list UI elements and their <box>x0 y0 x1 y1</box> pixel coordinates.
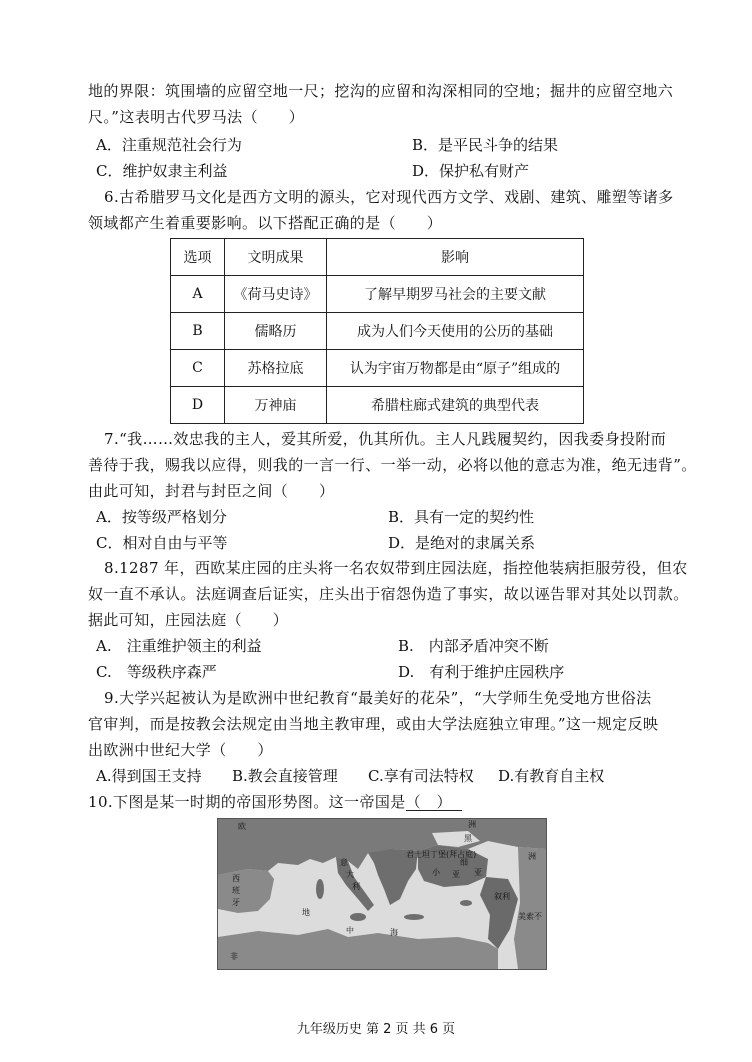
map-label: 地 <box>302 908 310 917</box>
map-label: 亚 <box>474 868 482 877</box>
q9-option-b[interactable]: B.教会直接管理 <box>232 767 338 785</box>
iberia-landmass <box>218 869 274 913</box>
table-cell: 希腊柱廊式建筑的典型代表 <box>327 387 584 424</box>
q8-option-d[interactable]: D. 有利于维护庄园秩序 <box>398 663 565 681</box>
q7-text-line3: 由此可知，封君与封臣之间（ ） <box>88 482 335 500</box>
q5-option-b[interactable]: B．是平民斗争的结果 <box>412 136 559 154</box>
levant-landmass <box>480 877 518 949</box>
map-label: 大 <box>346 870 354 879</box>
map-label: 亚 <box>452 870 460 879</box>
q8-option-a[interactable]: A. 注重维护领主的利益 <box>96 637 262 655</box>
map-label: 利 <box>352 882 360 891</box>
map-label: 意 <box>340 858 348 867</box>
map-label: 黑 <box>464 834 472 843</box>
q6-table <box>170 238 584 424</box>
table-cell: 万神庙 <box>225 387 327 424</box>
table-cell: 了解早期罗马社会的主要文献 <box>327 276 584 313</box>
q7-text-line1: 7.“我……效忠我的主人，爱其所爱，仇其所仇。主人凡践履契约，因我委身投附而 <box>104 430 667 448</box>
q8-option-c[interactable]: C. 等级秩序森严 <box>96 663 217 681</box>
q7-option-b[interactable]: B．具有一定的契约性 <box>388 508 535 526</box>
table-header-cell: 选项 <box>171 239 225 276</box>
q9-option-d[interactable]: D.有教育自主权 <box>498 767 605 785</box>
q5-option-d[interactable]: D．保护私有财产 <box>412 162 530 180</box>
page-footer: 九年级历史 第 2 页 共 6 页 <box>296 1022 456 1037</box>
map-label: 叙利 <box>494 892 510 901</box>
map-label: 君士坦丁堡(拜占庭) <box>406 850 477 859</box>
q8-text-line3: 据此可知，庄园法庭（ ） <box>88 611 289 629</box>
q6-text-line1: 6.古希腊罗马文化是西方文明的源头，它对现代西方文学、戏剧、建筑、雕塑等诸多 <box>104 188 674 206</box>
q10-text-line1: 10.下图是某一时期的帝国形势图。这一帝国是（ ） <box>88 793 452 811</box>
q5-text-line2: 尺。”这表明古代罗马法（ ） <box>88 108 305 126</box>
cyprus-island <box>460 900 472 906</box>
map-label: 班 <box>232 886 240 895</box>
table-cell: 成为人们今天使用的公历的基础 <box>327 313 584 350</box>
table-cell: 苏格拉底 <box>225 350 327 387</box>
sicily-island <box>350 913 366 921</box>
q9-text-line3: 出欧洲中世纪大学（ ） <box>88 741 273 759</box>
map-label: 美索不 <box>518 912 542 921</box>
crete-island <box>404 914 424 920</box>
map-label: 牙 <box>232 898 240 907</box>
east-landmass <box>514 847 546 969</box>
q9-option-c[interactable]: C.享有司法特权 <box>368 767 474 785</box>
table-row <box>171 350 584 387</box>
q7-text-line2: 善待于我，赐我以应得，则我的一言一行、一举一动，必将以他的意志为准，绝无违背”。 <box>88 456 697 474</box>
table-cell: B <box>171 313 225 350</box>
table-row <box>171 313 584 350</box>
q9-text-line2: 官审判，而是按教会法规定由当地主教审理，或由大学法庭独立审理。”这一规定反映 <box>88 715 659 733</box>
q5-text-line1: 地的界限：筑围墙的应留空地一尺；挖沟的应留和沟深相同的空地；掘井的应留空地六 <box>88 82 674 100</box>
sardinia-island <box>316 879 324 899</box>
map-label: 洲 <box>528 852 536 861</box>
map-label: 西 <box>232 874 240 883</box>
map-label: 海 <box>390 928 398 937</box>
q7-option-c[interactable]: C．相对自由与平等 <box>96 534 228 552</box>
q5-option-a[interactable]: A．注重规范社会行为 <box>96 136 242 154</box>
map-label: 洲 <box>468 820 476 829</box>
q8-text-line1: 8.1287 年，西欧某庄园的庄头将一名农奴带到庄园法庭，指控他装病拒服劳役，但农 <box>104 559 688 577</box>
table-header-row <box>171 239 584 276</box>
q5-option-c[interactable]: C．维护奴隶主利益 <box>96 162 228 180</box>
map-label: 欧 <box>238 822 246 831</box>
africa-landmass <box>218 929 498 969</box>
empire-map <box>217 818 547 970</box>
table-header-cell: 影响 <box>327 239 584 276</box>
map-label: 细 <box>460 858 468 867</box>
answer-underline <box>406 810 462 811</box>
map-label: 小 <box>432 868 440 877</box>
table-cell: A <box>171 276 225 313</box>
map-label: 中 <box>346 926 354 935</box>
q8-text-line2: 奴一直不承认。法庭调查后证实，庄头出于宿怨伪造了事实，故以诬告罪对其处以罚款。 <box>88 585 689 603</box>
table-cell: 认为宇宙万物都是由“原子”组成的 <box>327 350 584 387</box>
table-cell: 儒略历 <box>225 313 327 350</box>
q8-option-b[interactable]: B. 内部矛盾冲突不断 <box>398 637 549 655</box>
map-graphic <box>218 819 546 969</box>
table-cell: 《荷马史诗》 <box>225 276 327 313</box>
map-label: 非 <box>230 952 238 961</box>
q7-option-d[interactable]: D．是绝对的隶属关系 <box>388 534 536 552</box>
q9-text-line1: 9.大学兴起被认为是欧洲中世纪教育“最美好的花朵”，“大学师生免受地方世俗法 <box>104 689 652 707</box>
q6-text-line2: 领域都产生着重要影响。以下搭配正确的是（ ） <box>88 214 443 232</box>
table-cell: D <box>171 387 225 424</box>
table-row <box>171 276 584 313</box>
q9-option-a[interactable]: A.得到国王支持 <box>96 767 202 785</box>
table-header-cell: 文明成果 <box>225 239 327 276</box>
table-row <box>171 387 584 424</box>
q7-option-a[interactable]: A．按等级严格划分 <box>96 508 227 526</box>
table-cell: C <box>171 350 225 387</box>
